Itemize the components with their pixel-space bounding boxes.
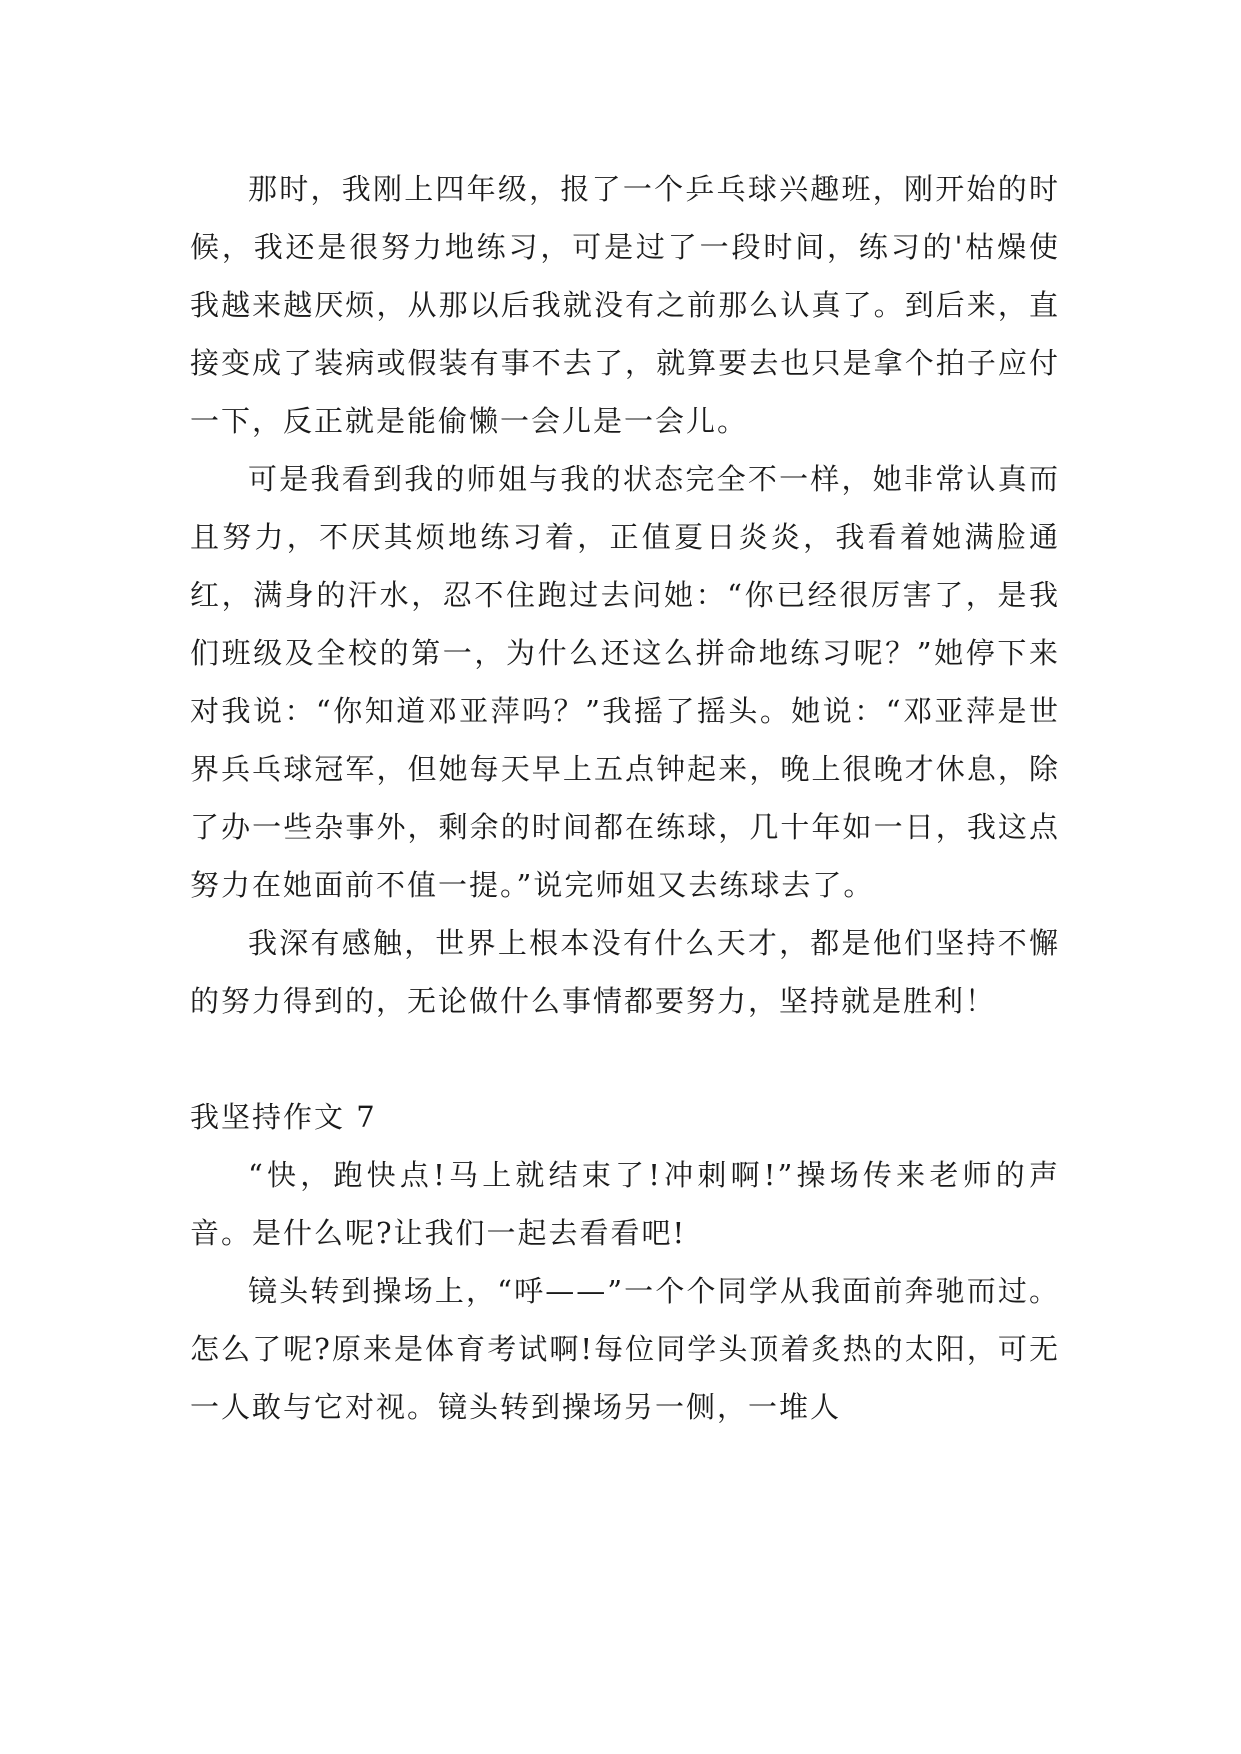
paragraph: 那时，我刚上四年级，报了一个乒乓球兴趣班，刚开始的时候，我还是很努力地练习，可是过了一段时间，练习的'枯燥使我越来越厌烦，从那以后我就没有之前那么认真了。到后来，直接变成了装病或假装有事不去了，就算要去也只是拿个拍子应付一下，反正就是能偷懒一会儿是一会儿。 [190,172,1060,438]
paragraph: 可是我看到我的师姐与我的状态完全不一样，她非常认真而且努力，不厌其烦地练习着，正值夏日炎炎，我看着她满脸通红，满身的汗水，忍不住跑过去问她：“你已经很厉害了，是我们班级及全校的第一，为什么还这么拼命地练习呢？”她停下来对我说：“你知道邓亚萍吗？”我摇了摇头。她说：“邓亚萍是世界兵乓球冠军，但她每天早上五点钟起来，晚上很晚才休息，除了办一些杂事外，剩余的时间都在练球，几十年如一日，我这点努力在她面前不值一提。”说完师姐又去练球去了。 [190,462,1060,902]
section-title: 我坚持作文 7 [190,1100,377,1134]
document-body [190,160,1060,1436]
paragraph: 镜头转到操场上，“呼——”一个个同学从我面前奔驰而过。怎么了呢?原来是体育考试啊!每位同学头顶着炙热的太阳，可无一人敢与它对视。镜头转到操场另一侧，一堆人 [190,1274,1060,1424]
paragraph: “快，跑快点!马上就结束了!冲刺啊!”操场传来老师的声音。是什么呢?让我们一起去看看吧! [190,1158,1060,1250]
paragraph: 我深有感触，世界上根本没有什么天才，都是他们坚持不懈的努力得到的，无论做什么事情都要努力，坚持就是胜利！ [190,926,1060,1018]
section-spacer [190,1030,1060,1088]
